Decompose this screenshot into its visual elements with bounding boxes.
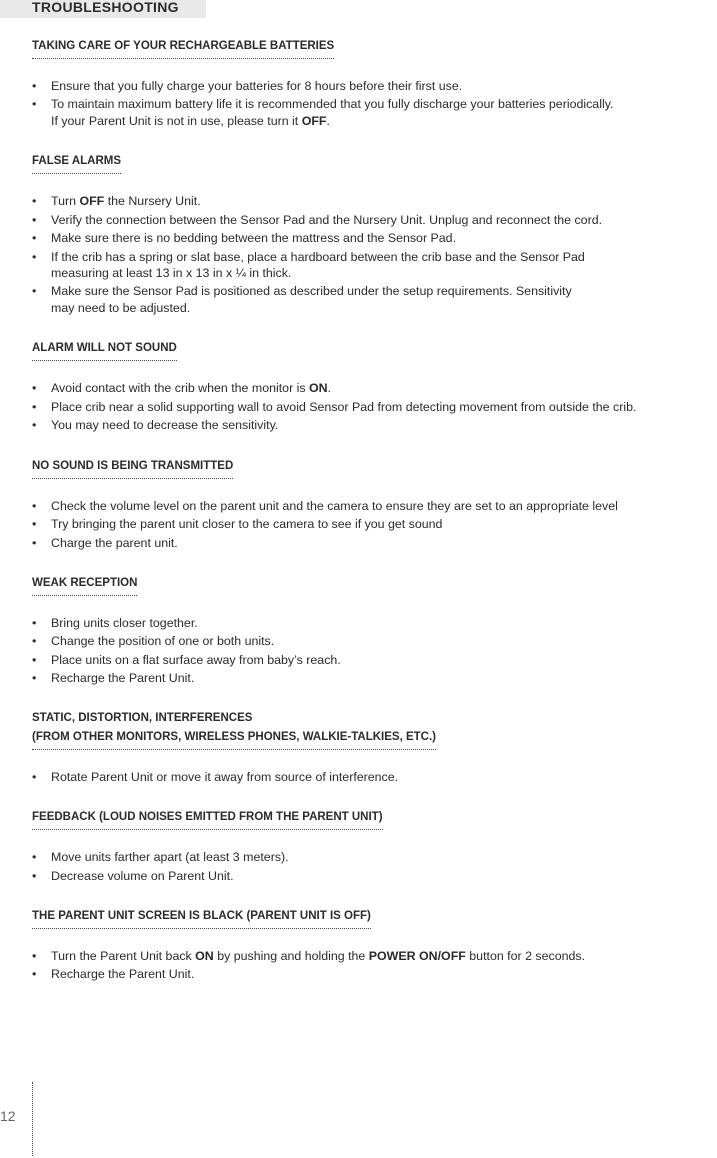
list-item: • If the crib has a spring or slat base, place a hardboard between the crib base and the Sensor Pad measuring at least 13 in x 13 in x ¼ in thick. [32,249,717,282]
list-item: • Avoid contact with the crib when the monitor is ON. [32,380,717,397]
section-screen-black [32,906,717,983]
list-item: • Recharge the Parent Unit. [32,670,717,687]
dotted-divider [32,928,371,929]
list-item: • Ensure that you fully charge your batteries for 8 hours before their first use. [32,78,717,95]
troubleshooting-content [32,36,717,1005]
page-number: 12 [0,1108,16,1124]
list-item: • Check the volume level on the parent unit and the camera to ensure they are set to an appropriate level [32,498,717,515]
list-item: • Change the position of one or both units. [32,633,717,650]
list-item: • Decrease volume on Parent Unit. [32,868,717,885]
section-heading: FALSE ALARMS [32,152,121,193]
list-item: • Charge the parent unit. [32,535,717,552]
section-heading: NO SOUND IS BEING TRANSMITTED [32,457,233,498]
bullet-list [32,498,717,551]
dotted-divider [32,58,334,59]
list-item: • Move units farther apart (at least 3 meters). [32,849,717,866]
bullet-list [32,948,717,983]
bullet-list [32,78,717,129]
dotted-divider [32,749,436,750]
section-weak-reception [32,573,717,687]
bullet-list [32,380,717,433]
list-item: • Try bringing the parent unit closer to the camera to see if you get sound [32,516,717,533]
list-item: • Make sure the Sensor Pad is positioned as described under the setup requirements. Sensitivity may need to be adjusted. [32,283,717,316]
dotted-divider [32,595,137,596]
list-item: • Bring units closer together. [32,615,717,632]
section-alarm-will-not-sound [32,338,717,433]
list-item: • Turn the Parent Unit back ON by pushing and holding the POWER ON/OFF button for 2 seconds. [32,948,717,965]
section-heading: THE PARENT UNIT SCREEN IS BLACK (PARENT UNIT IS OFF) [32,907,371,948]
section-heading: STATIC, DISTORTION, INTERFERENCES (FROM OTHER MONITORS, WIRELESS PHONES, WALKIE-TALKIES, ETC.) [32,709,436,769]
list-item: • Place crib near a solid supporting wall to avoid Sensor Pad from detecting movement from outside the crib. [32,399,717,416]
list-item: • Recharge the Parent Unit. [32,966,717,983]
section-false-alarms [32,151,717,316]
list-item: • Turn OFF the Nursery Unit. [32,193,717,210]
section-heading: TAKING CARE OF YOUR RECHARGEABLE BATTERIES [32,37,334,78]
dotted-side-rule [32,1082,33,1156]
bullet-list [32,615,717,687]
list-item: • Verify the connection between the Sensor Pad and the Nursery Unit. Unplug and reconnect the cord. [32,212,717,229]
section-interferences [32,709,717,786]
list-item: • Place units on a flat surface away from baby’s reach. [32,652,717,669]
section-heading: ALARM WILL NOT SOUND [32,339,177,380]
dotted-divider [32,829,383,830]
section-heading: FEEDBACK (LOUD NOISES EMITTED FROM THE PARENT UNIT) [32,808,383,849]
section-heading: WEAK RECEPTION [32,574,137,615]
section-batteries [32,36,717,129]
page-title: TROUBLESHOOTING [32,0,179,15]
bullet-list [32,193,717,316]
dotted-divider [32,360,177,361]
dotted-divider [32,173,121,174]
list-item: • Rotate Parent Unit or move it away from source of interference. [32,769,717,786]
list-item: • Make sure there is no bedding between the mattress and the Sensor Pad. [32,230,717,247]
list-item: • To maintain maximum battery life it is recommended that you fully discharge your batteries periodically. If your Parent Unit is not in use, please turn it OFF. [32,96,717,129]
section-no-sound [32,456,717,551]
bullet-list [32,849,717,884]
section-feedback [32,807,717,884]
list-item: • You may need to decrease the sensitivity. [32,417,717,434]
bullet-list [32,769,717,786]
dotted-divider [32,478,233,479]
